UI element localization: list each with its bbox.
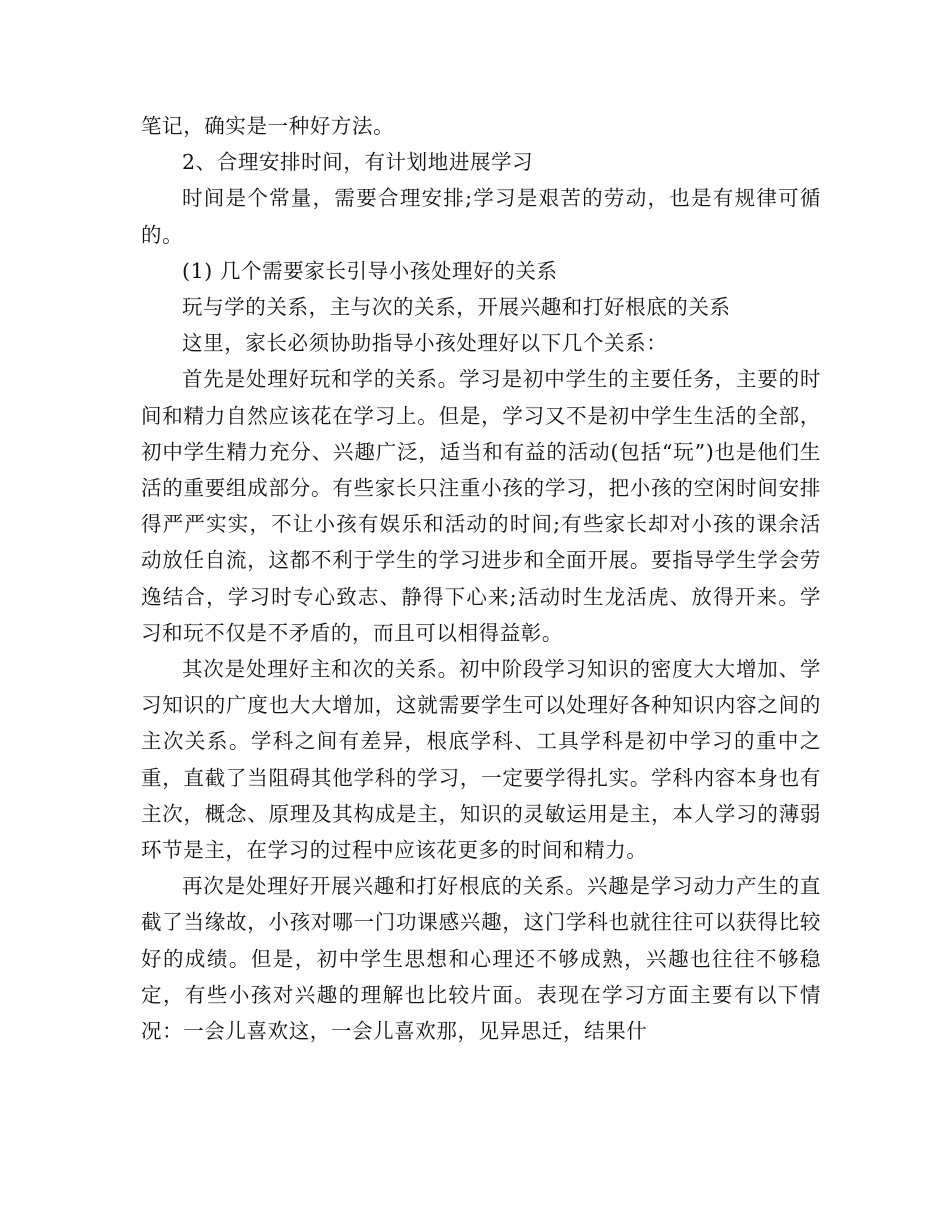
document-page bbox=[141, 108, 821, 1049]
paragraph-3: 时间是个常量，需要合理安排;学习是艰苦的劳动，也是有规律可循的。 bbox=[141, 186, 821, 247]
paragraph-1: 笔记，确实是一种好方法。 bbox=[141, 114, 395, 138]
subsection-heading-4: (1) 几个需要家长引导小孩处理好的关系 bbox=[182, 258, 558, 283]
paragraph-5: 玩与学的关系，主与次的关系，开展兴趣和打好根底的关系 bbox=[182, 295, 731, 320]
paragraph-6: 这里，家长必须协助指导小孩处理好以下几个关系： bbox=[182, 331, 668, 356]
section-heading-2: 2、合理安排时间，有计划地进展学习 bbox=[182, 150, 534, 175]
paragraph-8: 其次是处理好主和次的关系。初中阶段学习知识的密度大大增加、学习知识的广度也大大增加，这就需要学生可以处理好各种知识内容之间的主次关系。学科之间有差异，根底学科、工具学科是初中学习的重中之重，直截了当阻碍其他学科的学习，一定要学得扎实。学科内容本身也有主次，概念、原理及其构成是主，知识的灵敏运用是主，本人学习的薄弱环节是主，在学习的过程中应该花更多的时间和精力。 bbox=[141, 657, 821, 863]
paragraph-9: 再次是处理好开展兴趣和打好根底的关系。兴趣是学习动力产生的直截了当缘故，小孩对哪一门功课感兴趣，这门学科也就往往可以获得比较好的成绩。但是，初中学生思想和心理还不够成熟，兴趣也往往不够稳定，有些小孩对兴趣的理解也比较片面。表现在学习方面主要有以下情况：一会儿喜欢这，一会儿喜欢那，见异思迁，结果什 bbox=[141, 874, 821, 1044]
paragraph-7: 首先是处理好玩和学的关系。学习是初中学生的主要任务，主要的时间和精力自然应该花在学习上。但是，学习又不是初中学生生活的全部，初中学生精力充分、兴趣广泛，适当和有益的活动(包括“玩”)也是他们生活的重要组成部分。有些家长只注重小孩的学习，把小孩的空闲时间安排得严严实实，不让小孩有娱乐和活动的时间;有些家长却对小孩的课余活动放任自流，这都不利于学生的学习进步和全面开展。要指导学生学会劳逸结合，学习时专心致志、静得下心来;活动时生龙活虎、放得开来。学习和玩不仅是不矛盾的，而且可以相得益彰。 bbox=[141, 367, 821, 645]
